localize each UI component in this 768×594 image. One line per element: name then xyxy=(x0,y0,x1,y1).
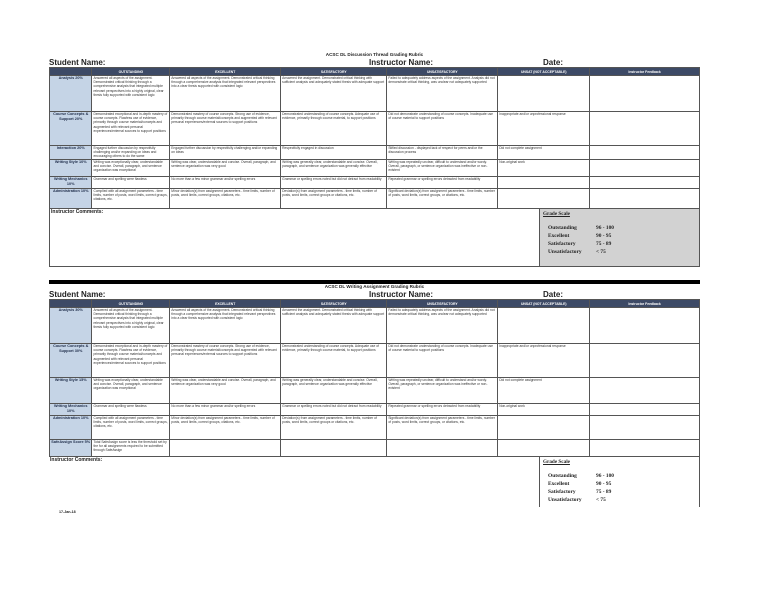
grade-scale-title: Grade Scale xyxy=(543,459,570,465)
comments-label: Instructor Comments: xyxy=(51,209,104,215)
unsatisfactory-cell xyxy=(387,440,498,457)
column-header: UNSAT (NOT ACCEPTABLE) xyxy=(498,68,590,76)
outstanding-cell: Answered all aspects of the assignment. Demonstrated critical thinking through a comprehensive analysis that integrated multiple relevant perspectives into a highly original, clear thesis fully supported with consistent logic xyxy=(92,308,170,344)
rubric-title: ACSC DL Writing Assignment Grading Rubric xyxy=(324,284,425,289)
grade-label: Unsatisfactory xyxy=(548,497,582,503)
rubric-row xyxy=(50,160,700,177)
grade-range: < 75 xyxy=(596,497,606,503)
writing-rubric xyxy=(49,284,700,507)
outstanding-cell: Writing was exceptionally clear, understandable and concise. Overall, paragraph, and sentence organization was exceptional xyxy=(92,378,170,404)
feedback-cell[interactable] xyxy=(590,112,700,146)
instructor-comments[interactable] xyxy=(49,457,700,507)
excellent-cell: Answered all aspects of the assignment. Demonstrated critical thinking through a comprehensive analysis that integrated relevant perspectives into a clear thesis supported with consistent logic xyxy=(170,308,281,344)
feedback-cell[interactable] xyxy=(590,177,700,189)
grade-scale-row xyxy=(548,497,688,504)
unsat-cell: Did not complete assignment xyxy=(498,378,590,404)
feedback-cell[interactable] xyxy=(590,416,700,440)
feedback-cell[interactable] xyxy=(590,189,700,209)
rubric-row xyxy=(50,378,700,404)
header-row xyxy=(50,68,700,76)
grade-range: 90 - 95 xyxy=(596,233,612,239)
satisfactory-cell: Answered the assignment. Demonstrated critical thinking with sufficient analysis and adequately stated thesis with adequate support xyxy=(281,76,387,112)
unsatisfactory-cell: Failed to adequately address aspects of the assignment. Analysis did not demonstrate critical thinking, was unclear not adequately supported xyxy=(387,76,498,112)
instructor-comments[interactable] xyxy=(49,209,700,267)
feedback-cell[interactable] xyxy=(590,160,700,177)
outstanding-cell: Engaged further discussion by respectfully challenging and/or expanding on ideas and encouraging others to do the same xyxy=(92,146,170,160)
criterion-label: SafeAssign Score 5% xyxy=(50,440,92,457)
feedback-cell[interactable] xyxy=(590,76,700,112)
student-name-label: Student Name: xyxy=(49,58,106,67)
satisfactory-cell xyxy=(281,440,387,457)
rubric-row xyxy=(50,112,700,146)
name-bar xyxy=(49,290,700,299)
rubric-row xyxy=(50,189,700,209)
rubric-title: ACSC DL Discussion Thread Grading Rubric xyxy=(325,52,424,57)
unsat-cell: Non-original work xyxy=(498,160,590,177)
instructor-name-label: Instructor Name: xyxy=(369,290,434,299)
grade-scale xyxy=(539,209,699,266)
grade-scale xyxy=(539,457,699,507)
date-label: Date: xyxy=(543,290,564,299)
excellent-cell: Minor deviation(s) from assignment parameters - time limits, number of posts, word limits, correct groups, citations, etc. xyxy=(170,416,281,440)
grade-label: Outstanding xyxy=(548,225,577,231)
satisfactory-cell: Grammar or spelling errors noted but did not detract from readability xyxy=(281,404,387,416)
footer-date: 17-Jan-18 xyxy=(59,510,76,514)
column-header: UNSATISFACTORY xyxy=(387,300,498,308)
unsatisfactory-cell: Did not demonstrate understanding of course concepts. Inadequate use of course material to support positions xyxy=(387,344,498,378)
satisfactory-cell: Writing was generally clear, understandable and concise. Overall, paragraph, and sentence organization was generally effective xyxy=(281,378,387,404)
excellent-cell: Writing was clear, understandable and concise. Overall, paragraph, and sentence organization was very good xyxy=(170,160,281,177)
grade-range: 96 - 100 xyxy=(596,225,614,231)
satisfactory-cell: Deviation(s) from assignment parameters - time limits, number of posts, word limits, correct groups or citations, etc. xyxy=(281,416,387,440)
feedback-cell[interactable] xyxy=(590,308,700,344)
grade-scale-row xyxy=(548,249,688,256)
grade-scale-row xyxy=(548,481,688,488)
date-label: Date: xyxy=(543,58,564,67)
comments-label: Instructor Comments: xyxy=(50,457,103,463)
column-header: EXCELLENT xyxy=(170,68,281,76)
column-header: OUTSTANDING xyxy=(92,300,170,308)
criterion-label: Interaction 20% xyxy=(50,146,92,160)
grade-label: Unsatisfactory xyxy=(548,249,582,255)
grade-scale-row xyxy=(548,489,688,496)
unsat-cell: Inappropriate and/or unprofessional response xyxy=(498,344,590,378)
unsatisfactory-cell: Significant deviation(s) from assignment parameters - time limits, number of posts, word limits, correct groups, or citations, etc. xyxy=(387,189,498,209)
rubric-table xyxy=(49,67,700,209)
criterion-label: Writing Mechanics 10% xyxy=(50,404,92,416)
grade-label: Satisfactory xyxy=(548,241,576,247)
unsatisfactory-cell: Significant deviation(s) from assignment parameters - time limits, number of posts, word limits, correct groups, or citations, etc. xyxy=(387,416,498,440)
column-header: Instructor Feedback xyxy=(590,300,700,308)
satisfactory-cell: Answered the assignment. Demonstrated critical thinking with sufficient analysis and adequately stated thesis with adequate support xyxy=(281,308,387,344)
excellent-cell: Minor deviation(s) from assignment parameters - time limits, number of posts, word limits, correct groups, citations, etc. xyxy=(170,189,281,209)
outstanding-cell: Answered all aspects of the assignment. Demonstrated critical thinking through a comprehensive analysis that integrated multiple relevant perspectives into a highly original, clear thesis fully supported with consistent logic xyxy=(92,76,170,112)
satisfactory-cell: Demonstrated understanding of course concepts. Adequate use of evidence, primarily through course material, to support positions xyxy=(281,112,387,146)
instructor-name-label: Instructor Name: xyxy=(369,58,434,67)
satisfactory-cell: Writing was generally clear, understandable and concise. Overall, paragraph, and sentence organization was generally effective xyxy=(281,160,387,177)
unsat-cell: Did not complete assignment xyxy=(498,146,590,160)
outstanding-cell: Complied with all assignment parameters - time limits, number of posts, word limits, correct groups, citations, etc. xyxy=(92,416,170,440)
grade-scale-title: Grade Scale xyxy=(543,211,570,217)
feedback-cell[interactable] xyxy=(590,344,700,378)
excellent-cell: No more than a few minor grammar and/or spelling errors xyxy=(170,404,281,416)
excellent-cell xyxy=(170,440,281,457)
satisfactory-cell: Grammar or spelling errors noted but did not detract from readability xyxy=(281,177,387,189)
grade-range: 75 - 89 xyxy=(596,241,612,247)
unsat-cell xyxy=(498,189,590,209)
grade-range: < 75 xyxy=(596,249,606,255)
rubric-row xyxy=(50,344,700,378)
rubric-row xyxy=(50,177,700,189)
unsatisfactory-cell: Did not demonstrate understanding of course concepts. Inadequate use of course material to support positions xyxy=(387,112,498,146)
excellent-cell: Demonstrated mastery of course concepts. Strong use of evidence, primarily through course material/concepts and augmented with relevant personal experiences/external sources to support positions xyxy=(170,344,281,378)
rubric-row xyxy=(50,146,700,160)
name-bar xyxy=(49,58,700,67)
outstanding-cell: Grammar and spelling were flawless xyxy=(92,177,170,189)
grade-scale-row xyxy=(548,473,688,480)
outstanding-cell: Demonstrated exceptional and in-depth mastery of course concepts. Flawless use of evidence, primarily through course material/concepts and augmented with relevant personal experiences/external sources to support positions xyxy=(92,344,170,378)
criterion-label: Administration 10% xyxy=(50,416,92,440)
column-header xyxy=(50,68,92,76)
feedback-cell[interactable] xyxy=(590,440,700,457)
unsat-cell xyxy=(498,440,590,457)
unsat-cell xyxy=(498,76,590,112)
column-header: SATISFACTORY xyxy=(281,300,387,308)
rubric-row xyxy=(50,76,700,112)
feedback-cell[interactable] xyxy=(590,378,700,404)
grade-label: Outstanding xyxy=(548,473,577,479)
grade-label: Satisfactory xyxy=(548,489,576,495)
satisfactory-cell: Respectfully engaged in discussion xyxy=(281,146,387,160)
excellent-cell: No more than a few minor grammar and/or spelling errors xyxy=(170,177,281,189)
discussion-rubric xyxy=(49,52,700,267)
criterion-label: Course Concepts & Support 30% xyxy=(50,344,92,378)
unsatisfactory-cell: Stifled discussion - displayed lack of respect for peers and/or the discussion process xyxy=(387,146,498,160)
criterion-label: Analysis 20% xyxy=(50,76,92,112)
column-header: EXCELLENT xyxy=(170,300,281,308)
criterion-label: Writing Mechanics 10% xyxy=(50,177,92,189)
rubric-row xyxy=(50,308,700,344)
criterion-label: Writing Style 15% xyxy=(50,378,92,404)
column-header: OUTSTANDING xyxy=(92,68,170,76)
criterion-label: Analysis 30% xyxy=(50,308,92,344)
column-header: UNSAT (NOT ACCEPTABLE) xyxy=(498,300,590,308)
outstanding-cell: Demonstrated exceptional and in-depth mastery of course concepts. Flawless use of evidence, primarily through course material/concepts and augmented with relevant personal experiences/external sources to support positions xyxy=(92,112,170,146)
column-header: Instructor Feedback xyxy=(590,68,700,76)
grade-scale-row xyxy=(548,233,688,240)
unsatisfactory-cell: Repeated grammar or spelling errors detracted from readability xyxy=(387,177,498,189)
outstanding-cell: Grammar and spelling were flawless xyxy=(92,404,170,416)
rubric-row xyxy=(50,416,700,440)
grade-scale-row xyxy=(548,225,688,232)
rubric-row xyxy=(50,440,700,457)
grade-scale-row xyxy=(548,241,688,248)
excellent-cell: Writing was clear, understandable and concise. Overall, paragraph, and sentence organization was very good xyxy=(170,378,281,404)
excellent-cell: Demonstrated mastery of course concepts. Strong use of evidence, primarily through course material/concepts and augmented with relevant personal experiences/external sources to support positions xyxy=(170,112,281,146)
unsatisfactory-cell: Failed to adequately address aspects of the assignment. Analysis did not demonstrate critical thinking, was unclear not adequately supported xyxy=(387,308,498,344)
student-name-label: Student Name: xyxy=(49,290,106,299)
outstanding-cell: Writing was exceptionally clear, understandable and concise. Overall, paragraph, and sentence organization was exceptional xyxy=(92,160,170,177)
unsat-cell xyxy=(498,308,590,344)
grade-label: Excellent xyxy=(548,233,570,239)
criterion-label: Writing Style 10% xyxy=(50,160,92,177)
outstanding-cell: Complied with all assignment parameters - time limits, number of posts, word limits, correct groups, citations, etc. xyxy=(92,189,170,209)
feedback-cell[interactable] xyxy=(590,146,700,160)
rubric-row xyxy=(50,404,700,416)
excellent-cell: Engaged further discussion by respectfully challenging and/or expanding on ideas xyxy=(170,146,281,160)
satisfactory-cell: Deviation(s) from assignment parameters - time limits, number of posts, word limits, correct groups or citations, etc. xyxy=(281,189,387,209)
unsatisfactory-cell: Writing was repeatedly unclear, difficult to understand and/or wordy. Overall, paragraph, or sentence organization was ineffective or non-existent xyxy=(387,160,498,177)
feedback-cell[interactable] xyxy=(590,404,700,416)
outstanding-cell: Total SafeAssign score is less the threshold set by the for all assignments required to be submitted through SafeAssign xyxy=(92,440,170,457)
grade-range: 75 - 89 xyxy=(596,489,612,495)
criterion-label: Administration 10% xyxy=(50,189,92,209)
column-header: SATISFACTORY xyxy=(281,68,387,76)
criterion-label: Course Concepts & Support 20% xyxy=(50,112,92,146)
grade-range: 90 - 95 xyxy=(596,481,612,487)
unsatisfactory-cell: Writing was repeatedly unclear, difficult to understand and/or wordy. Overall, paragraph, or sentence organization was ineffective or non-existent xyxy=(387,378,498,404)
excellent-cell: Answered all aspects of the assignment. Demonstrated critical thinking through a comprehensive analysis that integrated relevant perspectives into a clear thesis supported with consistent logic xyxy=(170,76,281,112)
column-header: UNSATISFACTORY xyxy=(387,68,498,76)
unsat-cell xyxy=(498,416,590,440)
grade-label: Excellent xyxy=(548,481,570,487)
unsat-cell xyxy=(498,177,590,189)
grade-range: 96 - 100 xyxy=(596,473,614,479)
column-header xyxy=(50,300,92,308)
rubric-table xyxy=(49,299,700,457)
unsat-cell: Inappropriate and/or unprofessional response xyxy=(498,112,590,146)
satisfactory-cell: Demonstrated understanding of course concepts. Adequate use of evidence, primarily through course material, to support positions xyxy=(281,344,387,378)
unsat-cell: Non-original work xyxy=(498,404,590,416)
header-row xyxy=(50,300,700,308)
unsatisfactory-cell: Repeated grammar or spelling errors detracted from readability xyxy=(387,404,498,416)
